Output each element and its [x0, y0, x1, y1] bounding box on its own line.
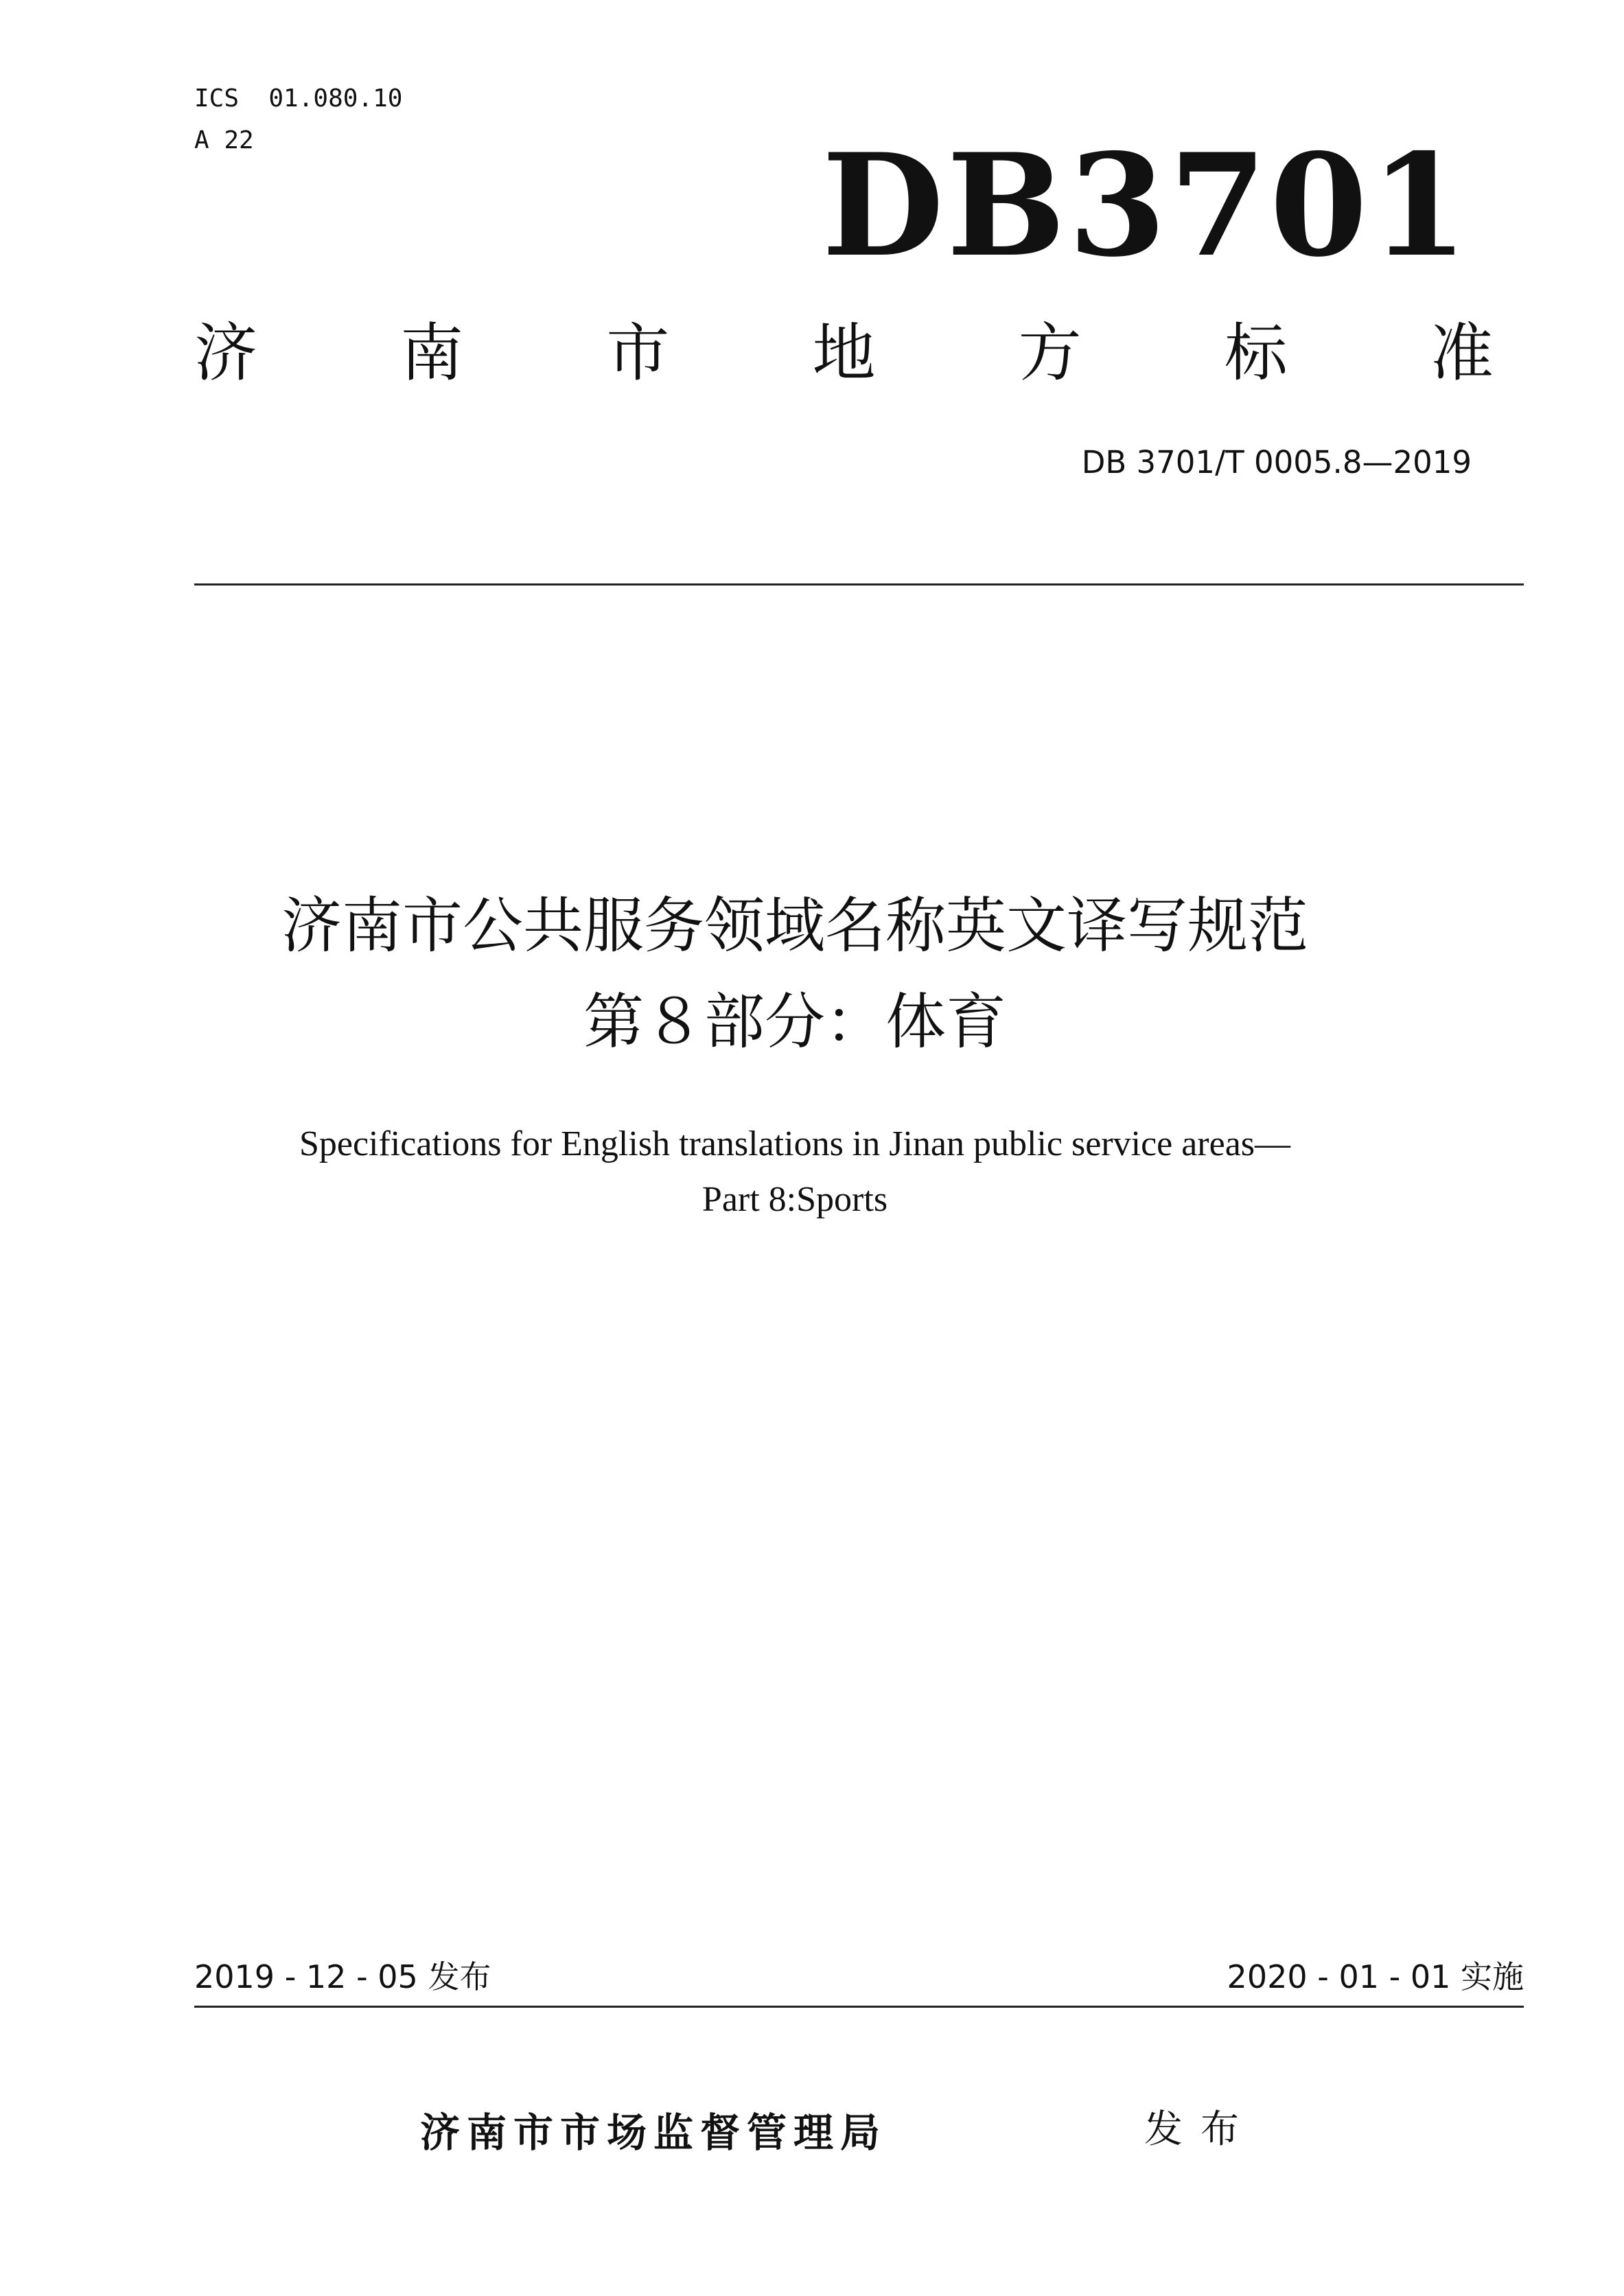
chinese-title-line-1: 济南市公共服务领域名称英文译写规范: [281, 890, 1308, 961]
top-divider: [194, 583, 1524, 585]
english-title-line-2: Part 8:Sports: [701, 1180, 888, 1219]
standard-type: [194, 316, 1494, 391]
issue-date: 2019 - 12 - 05 发布: [194, 1958, 491, 1995]
standard-type-char: 济: [194, 316, 258, 390]
ics-code: ICS 01.080.10: [194, 84, 403, 113]
english-title-line-1: Specifications for English translations in Jinan public service areas—: [299, 1124, 1291, 1163]
standard-number: DB 3701/T 0005.8—2019: [1081, 444, 1472, 480]
standard-type-char: 地: [812, 316, 876, 390]
issue-label: 发布: [1144, 2107, 1257, 2152]
bottom-divider: [194, 2006, 1524, 2008]
chinese-title-line-2: 第８部分：体育: [583, 986, 1006, 1057]
standard-type-char: 南: [400, 316, 464, 390]
classification-code: A 22: [194, 126, 254, 154]
implementation-date: 2020 - 01 - 01 实施: [1227, 1958, 1524, 1995]
standard-type-char: 方: [1018, 316, 1082, 390]
db-code: DB3701: [822, 124, 1471, 288]
standard-type-char: 准: [1430, 316, 1494, 390]
issuing-authority: 济南市市场监督管理局: [420, 2109, 888, 2156]
standard-type-char: 市: [606, 316, 670, 390]
standard-type-char: 标: [1224, 316, 1288, 390]
